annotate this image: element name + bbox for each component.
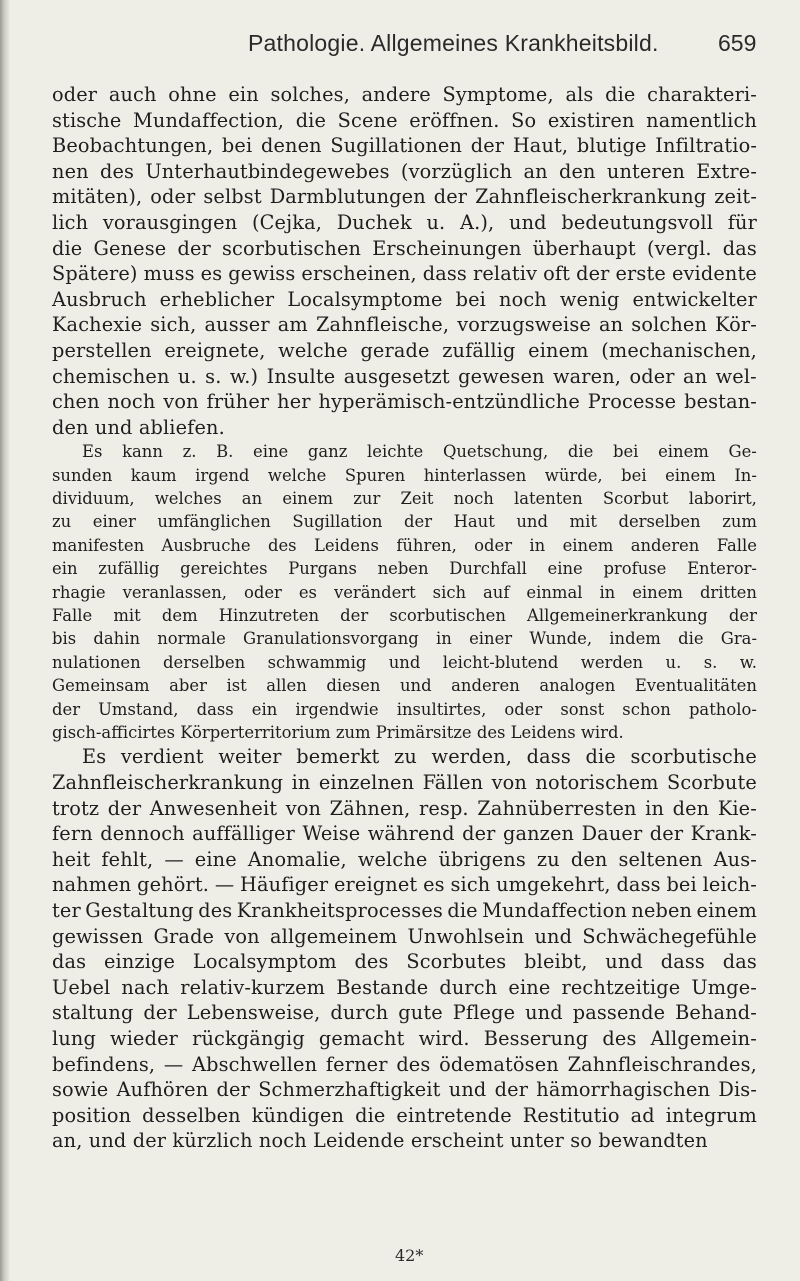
text-line: zu einer umfänglichen Sugillation der Haut und mit derselben zum xyxy=(52,512,757,532)
paragraph-1 xyxy=(52,82,757,440)
text-line: Ausbruch erheblicher Localsymptome bei noch wenig entwickelter xyxy=(52,287,757,311)
page-number: 659 xyxy=(718,30,757,56)
text-line: Zahnfleischerkrankung in einzelnen Fällen von notorischem Scorbute xyxy=(52,770,757,794)
text-line: an, und der kürzlich noch Leidende erscheint unter so bewandten xyxy=(52,1129,708,1153)
text-line: die Genese der scorbutischen Erscheinungen überhaupt (vergl. das xyxy=(52,236,757,260)
paragraph-3 xyxy=(52,744,757,1154)
text-line: perstellen ereignete, welche gerade zufällig einem (mechanischen, xyxy=(52,338,757,362)
text-line: chen noch von früher her hyperämisch-entzündliche Processe bestan- xyxy=(52,390,757,414)
text-line: befindens, — Abschwellen ferner des ödematösen Zahnfleischrandes, xyxy=(52,1052,757,1076)
text-line: position desselben kündigen die eintretende Restitutio ad integrum xyxy=(52,1103,757,1127)
text-line: Kachexie sich, ausser am Zahnfleische, vorzugsweise an solchen Kör- xyxy=(52,313,757,337)
text-line: trotz der Anwesenheit von Zähnen, resp. Zahnüberresten in den Kie- xyxy=(52,796,757,820)
text-line: ter Gestaltung des Krankheitsprocesses die Mundaffection neben einem xyxy=(52,898,757,922)
text-line: Beobachtungen, bei denen Sugillationen der Haut, blutige Infiltratio- xyxy=(52,134,757,158)
text-line: stische Mundaffection, die Scene eröffnen. So existiren namentlich xyxy=(52,108,757,132)
text-line: Es verdient weiter bemerkt zu werden, dass die scorbutische xyxy=(82,745,757,769)
text-line: den und abliefen. xyxy=(52,415,225,439)
text-line: dividuum, welches an einem zur Zeit noch latenten Scorbut laborirt, xyxy=(52,489,757,509)
text-line: nahmen gehört. — Häufiger ereignet es sich umgekehrt, dass bei leich- xyxy=(52,873,757,897)
text-line: fern dennoch auffälliger Weise während der ganzen Dauer der Krank- xyxy=(52,822,757,846)
text-line: ein zufällig gereichtes Purgans neben Durchfall eine profuse Enteror- xyxy=(52,559,757,579)
text-line: heit fehlt, — eine Anomalie, welche übrigens zu den seltenen Aus- xyxy=(52,847,757,871)
text-line: der Umstand, dass ein irgendwie insultirtes, oder sonst schon patholo- xyxy=(52,699,757,719)
text-line: mitäten), oder selbst Darmblutungen der Zahnfleischerkrankung zeit- xyxy=(52,185,757,209)
text-line: lung wieder rückgängig gemacht wird. Besserung des Allgemein- xyxy=(52,1026,757,1050)
text-line: gisch-afficirtes Körperterritorium zum Primärsitze des Leidens wird. xyxy=(52,723,624,742)
text-line: bis dahin normale Granulationsvorgang in einer Wunde, indem die Gra- xyxy=(52,629,757,649)
text-line: rhagie veranlassen, oder es verändert sich auf einmal in einem dritten xyxy=(52,582,757,602)
text-line: Es kann z. B. eine ganz leichte Quetschung, die bei einem Ge- xyxy=(82,442,757,462)
text-line: Gemeinsam aber ist allen diesen und anderen analogen Eventualitäten xyxy=(52,676,757,696)
running-title: Pathologie. Allgemeines Krankheitsbild. xyxy=(248,30,659,56)
text-line: das einzige Localsymptom des Scorbutes bleibt, und dass das xyxy=(52,950,757,974)
text-line: Falle mit dem Hinzutreten der scorbutischen Allgemeinerkrankung der xyxy=(52,606,757,626)
paragraph-2-small-print xyxy=(52,440,757,744)
text-line: sunden kaum irgend welche Spuren hinterlassen würde, bei einem In- xyxy=(52,465,757,485)
text-line: Spätere) muss es gewiss erscheinen, dass relativ oft der erste evidente xyxy=(52,262,757,286)
body-text xyxy=(52,82,757,1154)
text-line: nulationen derselben schwammig und leicht-blutend werden u. s. w. xyxy=(52,652,757,672)
signature-mark: 42* xyxy=(395,1246,424,1265)
text-line: lich vorausgingen (Cejka, Duchek u. A.), und bedeutungsvoll für xyxy=(52,210,757,234)
running-header xyxy=(0,30,800,70)
text-line: chemischen u. s. w.) Insulte ausgesetzt gewesen waren, oder an wel- xyxy=(52,364,757,388)
text-line: Uebel nach relativ-kurzem Bestande durch eine rechtzeitige Umge- xyxy=(52,975,757,999)
page-gutter-shadow xyxy=(0,0,10,1281)
text-line: staltung der Lebensweise, durch gute Pflege und passende Behand- xyxy=(52,1001,757,1025)
text-line: nen des Unterhautbindegewebes (vorzüglich an den unteren Extre- xyxy=(52,159,757,183)
text-line: manifesten Ausbruche des Leidens führen, oder in einem anderen Falle xyxy=(52,535,757,555)
text-line: sowie Aufhören der Schmerzhaftigkeit und der hämorrhagischen Dis- xyxy=(52,1078,757,1102)
text-line: gewissen Grade von allgemeinem Unwohlsein und Schwächegefühle xyxy=(52,924,757,948)
text-line: oder auch ohne ein solches, andere Symptome, als die charakteri- xyxy=(52,83,757,106)
